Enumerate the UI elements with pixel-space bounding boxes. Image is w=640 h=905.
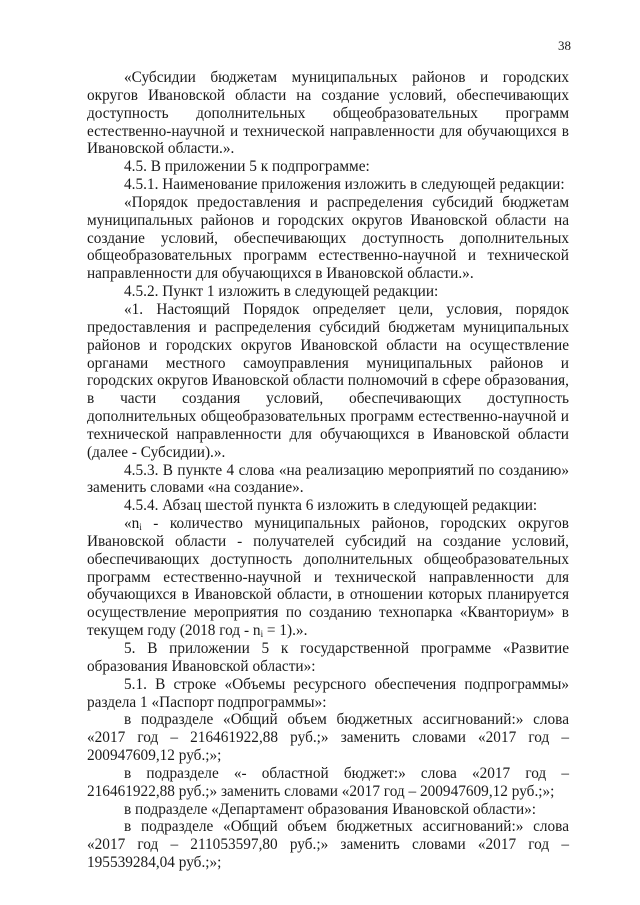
formula-close: = 1).». bbox=[263, 622, 308, 640]
paragraph-4-5-2: 4.5.2. Пункт 1 изложить в следующей редакции: bbox=[124, 283, 439, 301]
paragraph-department-total-budget: в подразделе «Общий объем бюджетных ассигнований:» слова «2017 год – 211053597,80 руб.;» заменить словами «2017 год – 195539284,04 руб.;»; bbox=[87, 818, 569, 872]
formula-open: «n bbox=[124, 515, 140, 533]
paragraph-formula-ni bbox=[87, 515, 569, 640]
paragraph-clause-1-quote: «1. Настоящий Порядок определяет цели, условия, порядок предоставления и распределения субсидий бюджетам муниципальных районов и городских округов Ивановской области на осуществление органами местного самоуправления муниципальных районов и городских округов Ивановской области полномочий в сфере образования, в части создания условий, обеспечивающих доступность дополнительных общеобразовательных программ естественно-научной и технической направленности для обучающихся в Ивановской области (далее - Субсидии).». bbox=[87, 300, 569, 461]
paragraph-total-budget: в подразделе «Общий объем бюджетных ассигнований:» слова «2017 год – 216461922,88 руб.;» заменить словами «2017 год – 200947609,12 руб.;»; bbox=[87, 711, 569, 765]
paragraph-regional-budget: в подразделе «- областной бюджет:» слова «2017 год – 216461922,88 руб.;» заменить словами «2017 год – 200947609,12 руб.;»; bbox=[87, 764, 569, 800]
page-number: 38 bbox=[558, 38, 571, 53]
paragraph-procedure-title-quote: «Порядок предоставления и распределения субсидий бюджетам муниципальных районов и городских округов Ивановской области на создание условий, обеспечивающих доступность дополнительных общеобразовательных программ естественно-научной и технической направленности для обучающихся в Ивановской области.». bbox=[87, 193, 569, 283]
formula-subscript-i-2: i bbox=[260, 629, 264, 640]
paragraph-5-1: 5.1. В строке «Объемы ресурсного обеспечения подпрограммы» раздела 1 «Паспорт подпрограммы»: bbox=[87, 675, 569, 711]
paragraph-5: 5. В приложении 5 к государственной программе «Развитие образования Ивановской области»: bbox=[87, 640, 569, 675]
formula-body: - количество муниципальных районов, городских округов Ивановской области - получателей субсидий на создание условий, обеспечивающих доступность дополнительных общеобразовательных программ естественно-научной и технической направленности для обучающихся в Ивановской области, в отношении которых планируется осуществление мероприятия по созданию технопарка «Кванториум» в текущем году (2018 год - n bbox=[87, 515, 569, 640]
paragraph-4-5-1: 4.5.1. Наименование приложения изложить в следующей редакции: bbox=[124, 176, 565, 194]
paragraph-4-5: 4.5. В приложении 5 к подпрограмме: bbox=[124, 158, 370, 176]
formula-subscript-i: i bbox=[139, 522, 142, 533]
paragraph-education-department: в подразделе «Департамент образования Ивановской области»: bbox=[124, 800, 537, 818]
document-body bbox=[87, 69, 569, 872]
paragraph-4-5-4: 4.5.4. Абзац шестой пункта 6 изложить в следующей редакции: bbox=[124, 497, 538, 515]
paragraph-subsidy-title-quote: «Субсидии бюджетам муниципальных районов и городских округов Ивановской области на создание условий, обеспечивающих доступность дополнительных общеобразовательных программ естественно-научной и технической направленности для обучающихся в Ивановской области.». bbox=[87, 69, 569, 158]
paragraph-4-5-3: 4.5.3. В пункте 4 слова «на реализацию мероприятий по созданию» заменить словами «на создание». bbox=[87, 461, 569, 497]
